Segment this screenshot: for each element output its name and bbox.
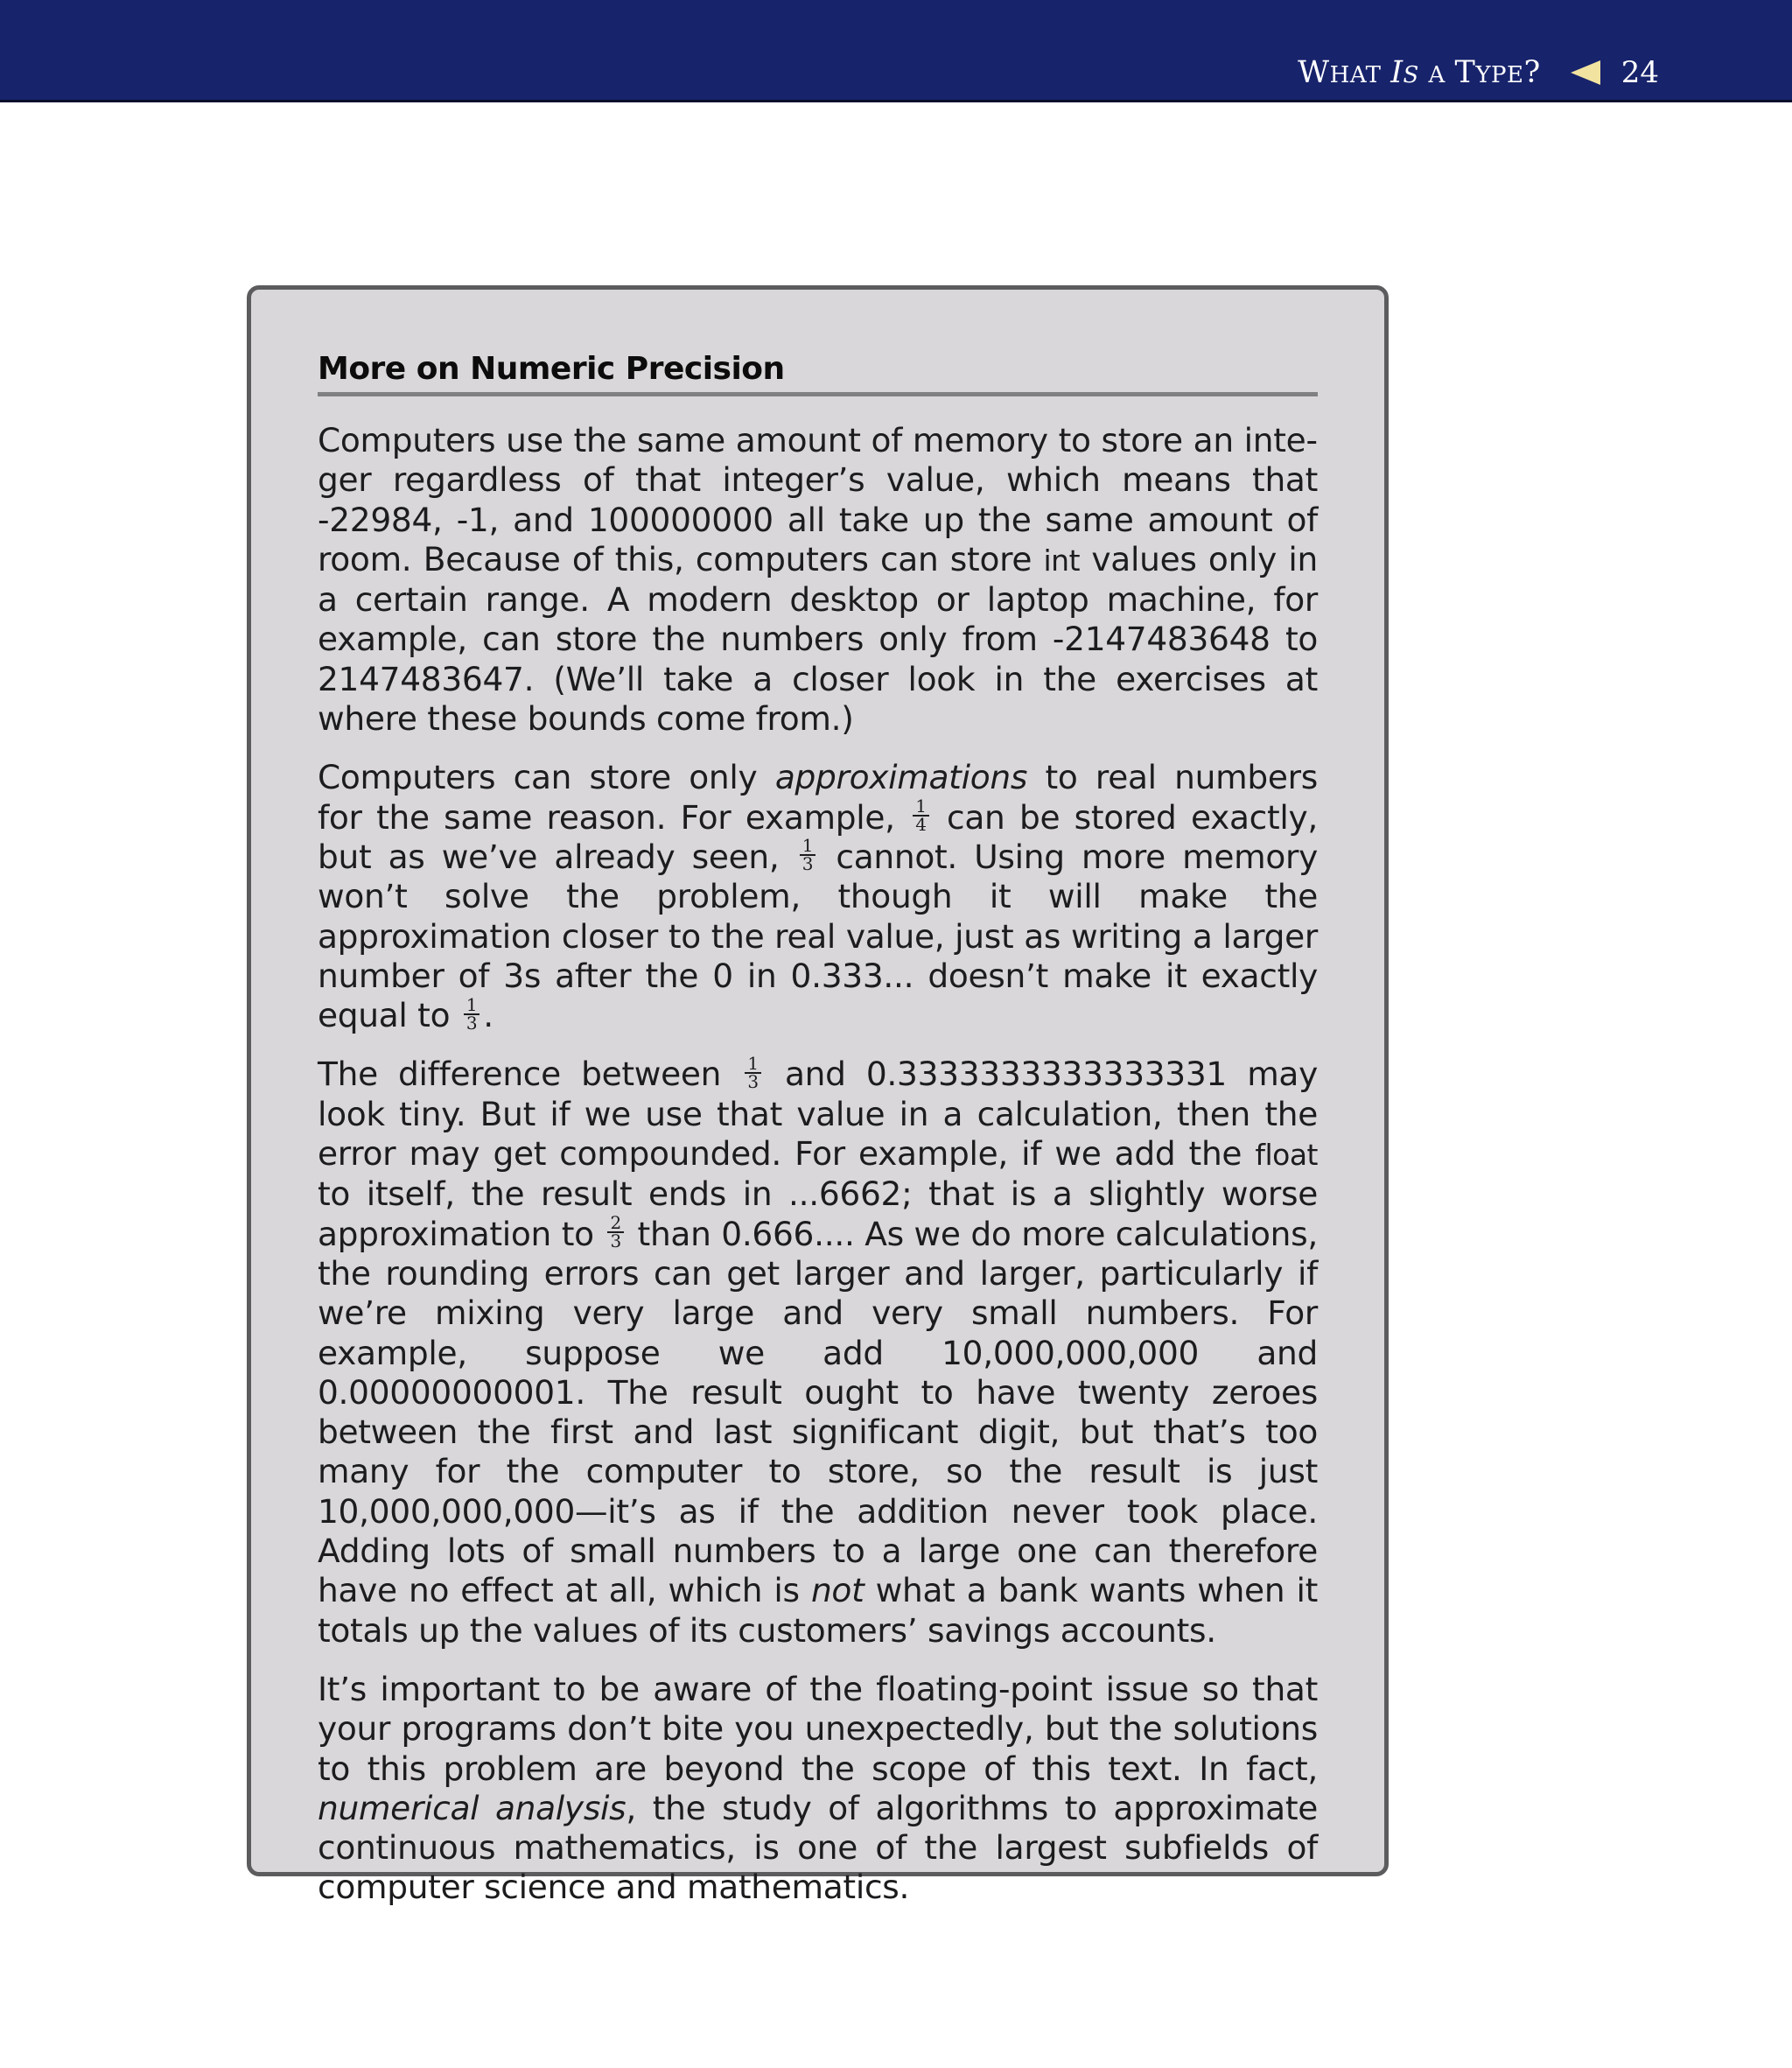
fraction-one-third xyxy=(800,835,816,875)
p2-emphasis: approximations xyxy=(774,758,1028,797)
p3-text-b: and 0.3333333333333331 may look tiny. But if we use that value in a calculation, then the error may get compounded. For example, if we add the xyxy=(318,1055,1318,1174)
fraction-one-third xyxy=(464,993,480,1034)
fraction-numerator: 2 xyxy=(607,1215,623,1233)
paragraph-1 xyxy=(318,421,1318,739)
p2-text-c: can be stored exactly, but as we’ve already seen, xyxy=(318,797,1319,876)
chapter-title-q: ? xyxy=(1523,55,1541,90)
fraction-denominator: 3 xyxy=(466,1012,478,1034)
p2-text-b: to real numbers for the same reason. For example, xyxy=(318,758,1318,837)
p1-code-int: int xyxy=(1043,543,1081,578)
fraction-numerator: 1 xyxy=(464,997,480,1015)
p1-text-a: Computers use the same amount of memory to store an integer regardless of that integer’s value, which means that -22984, -1, and 100000000 all take up the same amount of room. Because of this, computers can store xyxy=(318,421,1318,578)
fraction-numerator: 1 xyxy=(800,838,816,856)
p2-text-d: cannot. Using more memory won’t solve the problem, though it will make the approximation closer to the real value, just as writing a larger number of 3s after the 0 in 0.333... doesn’t make it exactly equal to xyxy=(318,837,1319,1035)
chapter-title-t: T xyxy=(1454,55,1476,90)
chapter-title-hat: HAT xyxy=(1329,62,1382,88)
fraction-denominator: 3 xyxy=(802,853,814,875)
fraction-numerator: 1 xyxy=(913,798,928,817)
fraction-one-third xyxy=(745,1052,760,1092)
p3-text-d: than 0.666.... As we do more calculations, the rounding errors can get larger and larger, particularly if we’re mixing very large and very small numbers. For example, suppose we add 10,000,000,000 and 0.00000000001. The result ought to have twenty zeroes between the first and last significant digit, but that’s too many for the computer to store, so the result is just 10,000,000,000—it’s as if the addition never took place. Adding lots of small numbers to a large one can therefore have no effect at all, which is xyxy=(318,1214,1318,1610)
fraction-one-quarter xyxy=(913,796,928,836)
p4-emphasis: numerical analysis xyxy=(318,1788,626,1827)
p3-text-e: what a bank wants when it totals up the values of its customers’ savings accounts. xyxy=(318,1571,1318,1650)
p3-text-c: to itself, the result ends in ...6662; that is a slightly worse approximation to xyxy=(318,1174,1318,1253)
header-bar xyxy=(0,0,1792,102)
back-arrow-icon[interactable] xyxy=(1571,60,1600,85)
fraction-numerator: 1 xyxy=(745,1055,760,1074)
chapter-title-w: W xyxy=(1298,55,1330,90)
paragraph-3 xyxy=(318,1052,1318,1650)
sidebar-box xyxy=(247,285,1389,1907)
p1-text-b: values only in a certain range. A modern desktop or laptop machine, for example, can store the numbers only from -2147483648 to 2147483647. (We’ll take a closer look in the exercises at where these bounds come from.) xyxy=(318,539,1318,739)
fraction-denominator: 3 xyxy=(747,1070,759,1092)
p4-text-a: It’s important to be aware of the floating-point issue so that your programs don’t bite you unexpectedly, but the solutions to this problem are beyond the scope of this text. In fact, xyxy=(318,1669,1318,1788)
chapter-title-is-i: I xyxy=(1390,55,1404,90)
chapter-title-ype: YPE xyxy=(1475,62,1524,88)
page-number: 24 xyxy=(1620,55,1659,90)
chapter-title-is-s: S xyxy=(1403,62,1419,88)
p2-text-e: . xyxy=(483,996,494,1035)
fraction-two-thirds xyxy=(607,1212,623,1252)
fraction-denominator: 3 xyxy=(610,1230,621,1252)
paragraph-4 xyxy=(318,1670,1318,1908)
p4-text-b: , the study of algorithms to approximate continuous mathematics, is one of the largest subfields of computer science and mathematics. xyxy=(318,1788,1318,1907)
p3-code-float: float xyxy=(1255,1138,1318,1173)
sidebar-title: More on Numeric Precision xyxy=(318,351,1318,396)
fraction-denominator: 4 xyxy=(915,814,927,836)
paragraph-2 xyxy=(318,758,1318,1035)
p3-emphasis: not xyxy=(810,1571,864,1610)
p2-text-a: Computers can store only xyxy=(318,758,775,797)
running-head xyxy=(1298,51,1659,95)
chapter-title xyxy=(1298,55,1541,90)
chapter-title-a: A xyxy=(1428,62,1446,88)
p3-text-a: The difference between xyxy=(318,1055,742,1094)
